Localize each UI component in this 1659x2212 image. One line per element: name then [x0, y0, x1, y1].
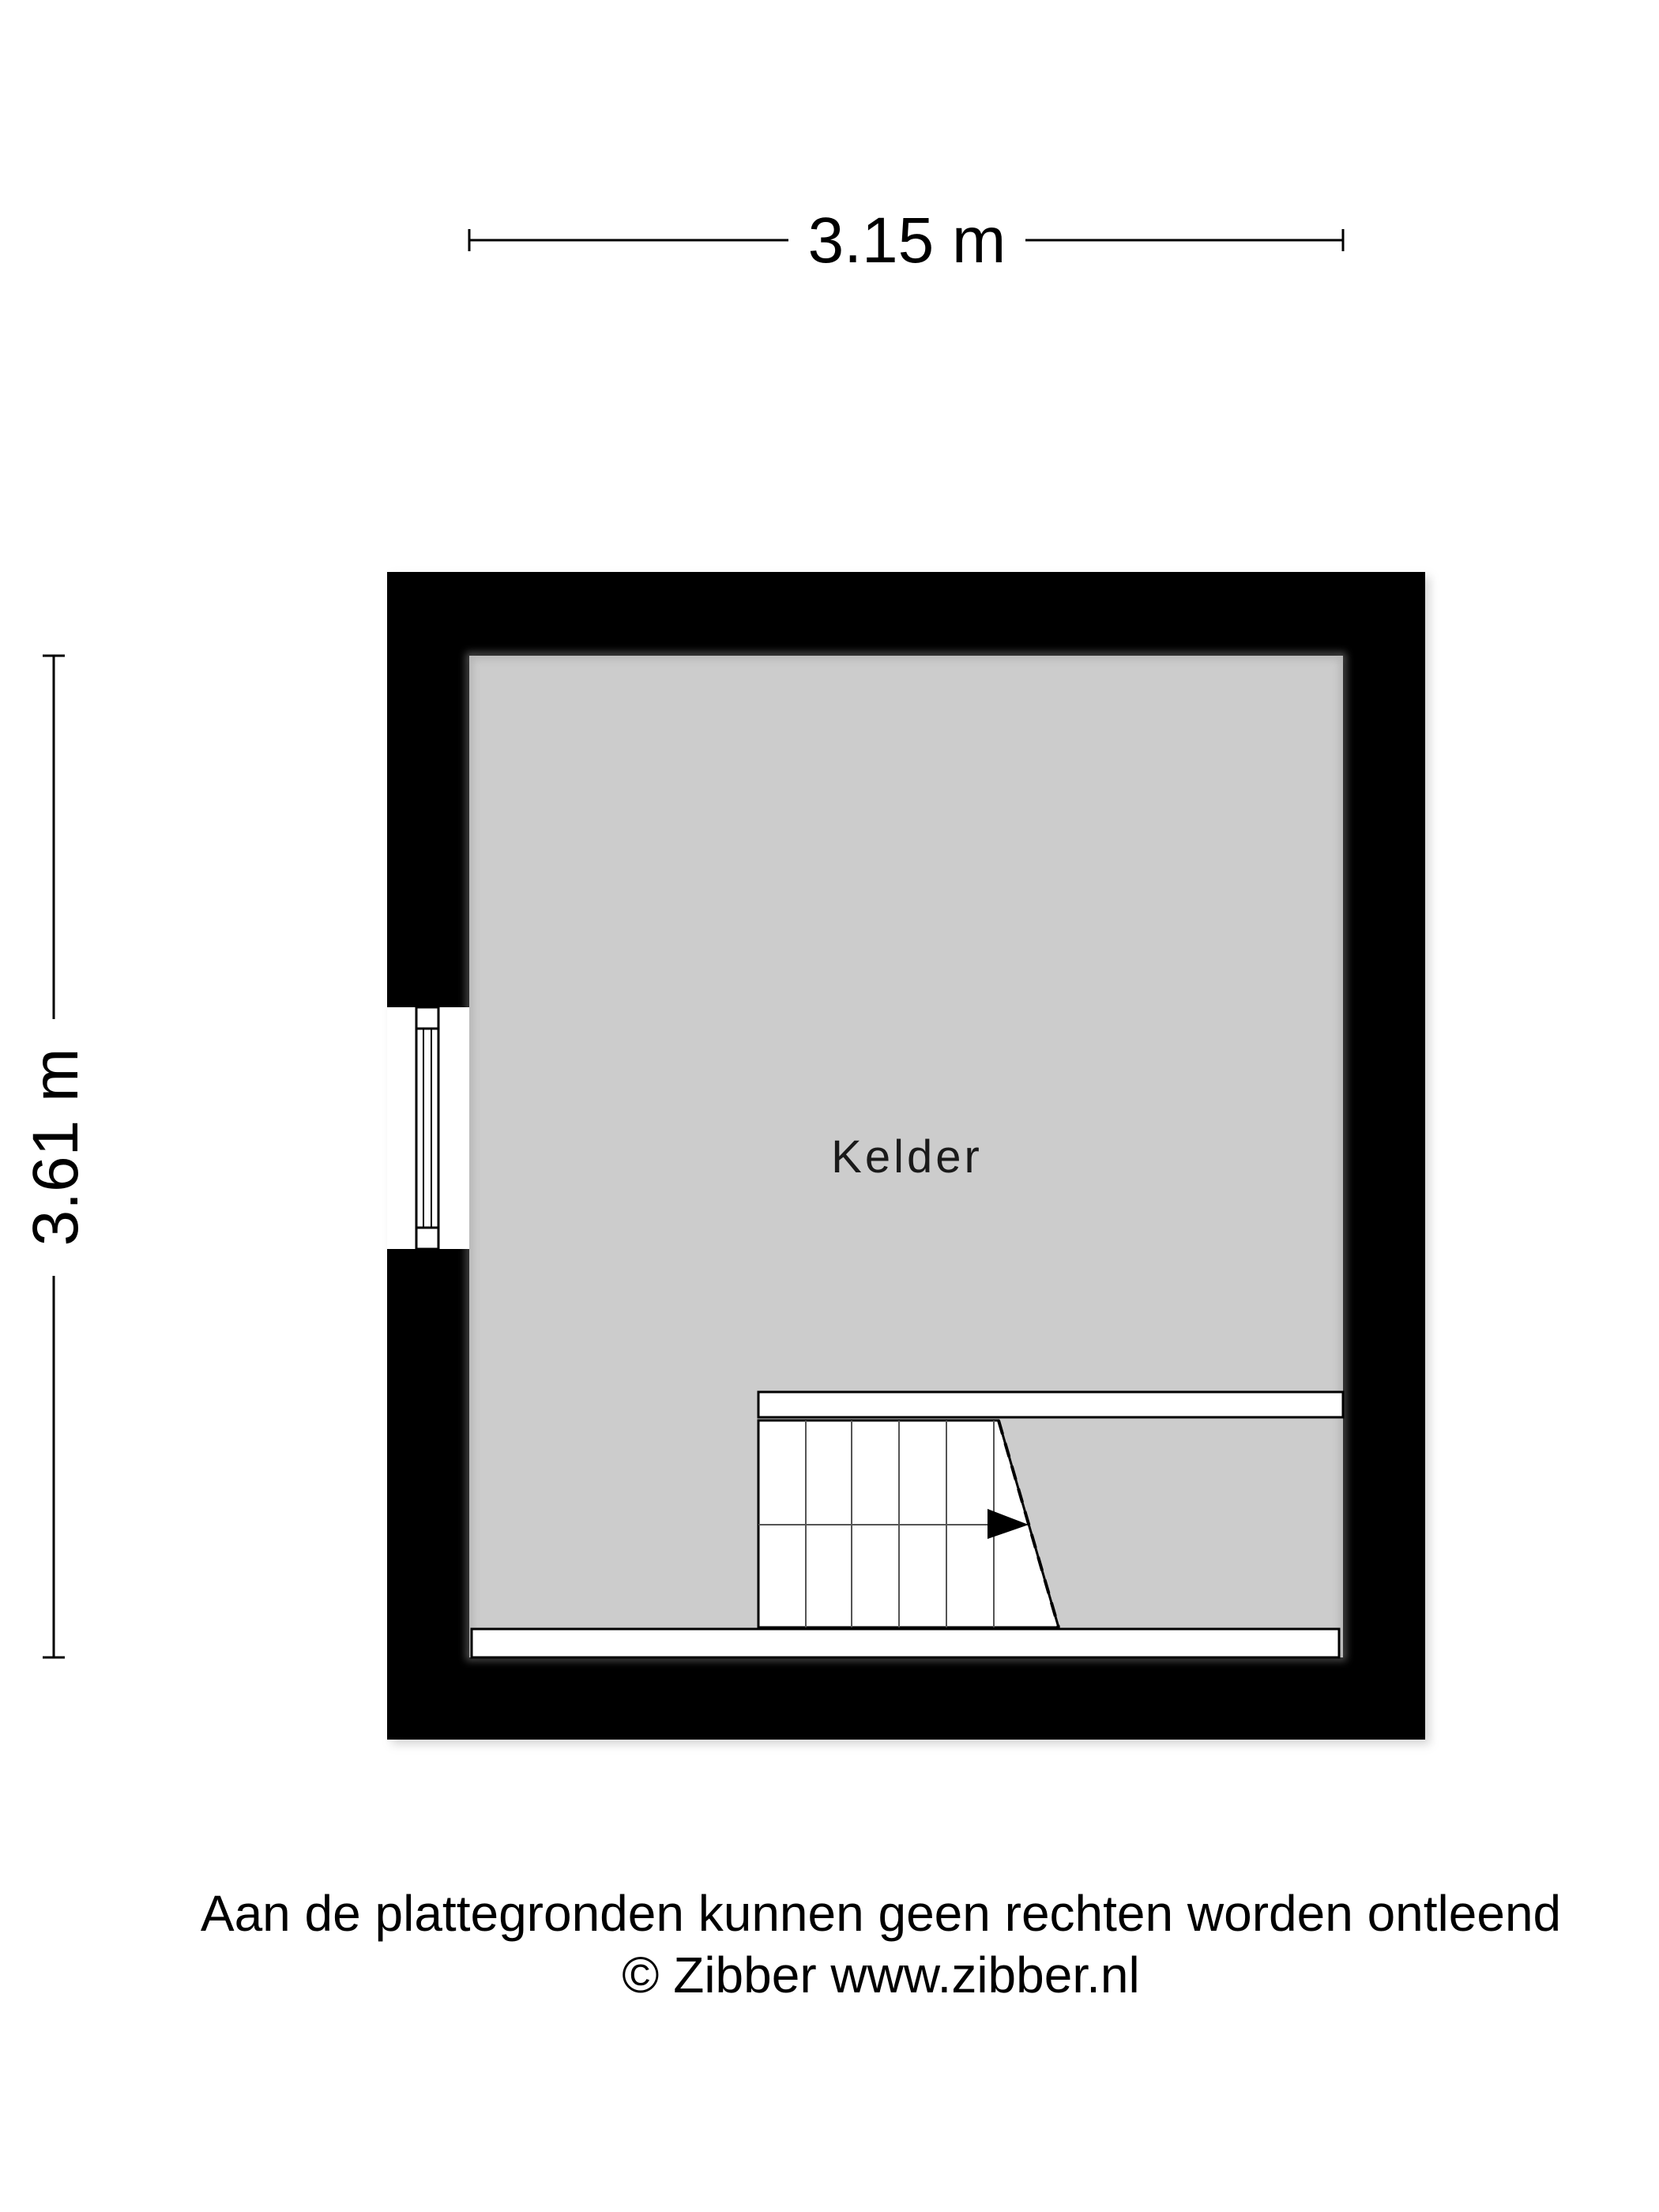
height-dimension — [20, 656, 92, 1657]
disclaimer-text: Aan de plattegronden kunnen geen rechten worden ontleend — [200, 1885, 1562, 1942]
width-label: 3.15 m — [807, 205, 1006, 276]
window — [387, 1007, 469, 1249]
stair-ledge-lower — [472, 1629, 1339, 1657]
width-dimension — [469, 205, 1343, 276]
room-label-kelder: Kelder — [831, 1131, 983, 1183]
height-label: 3.61 m — [20, 1048, 92, 1247]
copyright-text: © Zibber www.zibber.nl — [622, 1947, 1140, 2003]
stair-ledge-upper — [758, 1392, 1343, 1417]
